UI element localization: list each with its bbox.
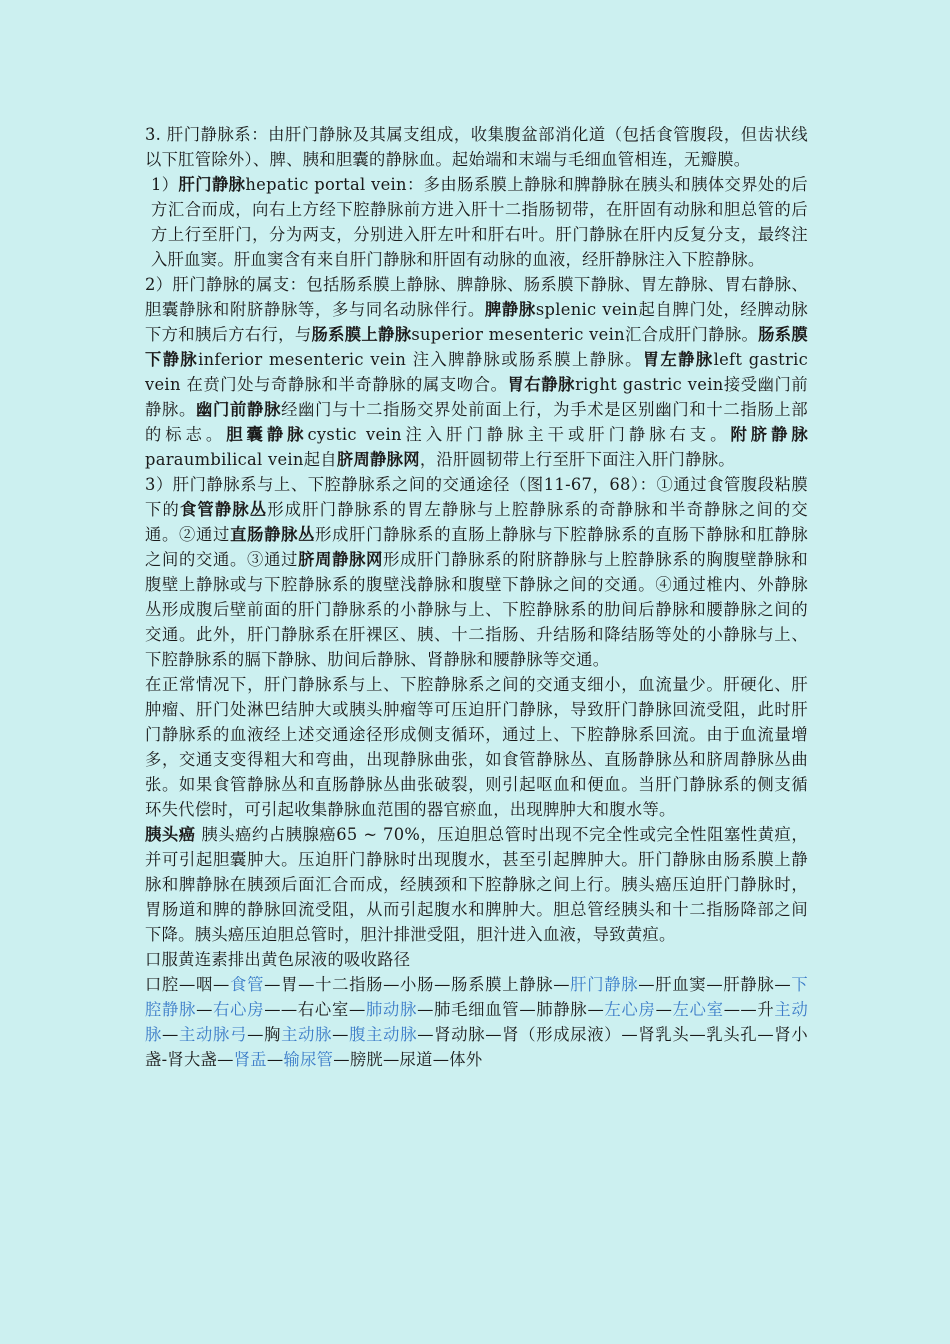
- route-text: —膀胱—尿道—体外: [333, 1050, 483, 1069]
- route-link-renal-pelvis[interactable]: 肾盂: [233, 1050, 267, 1069]
- text-run: 经幽门与十二指肠交界处前面上行，为手术是区别幽门和十二指肠上部的标志。: [145, 400, 808, 444]
- text-run: ，沿肝圆韧带上行至肝下面注入肝门静脉。: [419, 450, 735, 469]
- text-run: 3）肝门静脉系与上、下腔静脉系之间的交通途径（图11-67，68）：①通过食管腹段粘膜下的: [145, 475, 808, 519]
- term-splenic-vein: 脾静脉: [484, 300, 536, 319]
- term-inferior-mesenteric-vein: 肠系膜下静脉: [145, 325, 808, 369]
- text-run: cystic vein注入肝门静脉主干或肝门静脉右支。: [307, 425, 731, 444]
- route-text: ——右心室—: [264, 1000, 366, 1019]
- term-rectal-venous-plexus: 直肠静脉丛: [230, 525, 316, 544]
- text-run: paraumbilical vein起自: [145, 450, 337, 469]
- paragraph-text: 胰头癌约占胰腺癌65 ~ 70%，压迫胆总管时出现不完全性或完全性阻塞性黄疸，并可引起胆囊肿大。压迫肝门静脉时出现腹水，甚至引起脾肿大。肝门静脉由肠系膜上静脉和脾静脉在胰颈后面汇合而成，经胰颈和下腔静脉之间上行。胰头癌压迫肝门静脉时，胃肠道和脾的静脉回流受阻，从而引起腹水和脾肿大。胆总管经胰头和十二指肠降部之间下降。胰头癌压迫胆总管时，胆汁排泄受阻，胆汁进入血液，导致黄疸。: [145, 825, 808, 944]
- paragraph-hepatic-portal-vein: [145, 172, 808, 272]
- text-run: splenic vein起自脾门处，经脾动脉下方和胰后方右行，与: [145, 300, 809, 344]
- route-title: 口服黄连素排出黄色尿液的吸收路径: [145, 950, 411, 969]
- route-link-thoracic-aorta[interactable]: 主动脉: [281, 1025, 333, 1044]
- route-text: —肺毛细血管—肺静脉—: [417, 1000, 605, 1019]
- text-run: right gastric vein接受幽门前静脉。: [145, 375, 809, 419]
- text-run: inferior mesenteric vein 注入脾静脉或肠系膜上静脉。: [198, 350, 643, 369]
- paragraph-tributaries: [145, 272, 808, 472]
- text-run: 形成肝门静脉系的附脐静脉与上腔静脉系的胸腹壁静脉和腹壁上静脉或与下腔静脉系的腹壁浅静脉和腹壁下静脉之间的交通。④通过椎内、外静脉丛形成腹后壁前面的肝门静脉系的小静脉与上、下腔静脉系的肋间后静脉和腰静脉之间的交通。此外，肝门静脉系在肝裸区、胰、十二指肠、升结肠和降结肠等处的小静脉与上、下腔静脉系的膈下静脉、肋间后静脉、肾静脉和腰静脉等交通。: [145, 550, 808, 669]
- term-cystic-vein: 胆囊静脉: [226, 425, 308, 444]
- route-text: —: [332, 1025, 349, 1044]
- text-run: left gastric vein 在贲门处与奇静脉和半奇静脉的属支吻合。: [145, 350, 808, 394]
- route-link-pulmonary-artery[interactable]: 肺动脉: [365, 1000, 418, 1019]
- list-prefix: 1）: [151, 175, 179, 194]
- text-run: 形成肝门静脉系的胃左静脉与上腔静脉系的奇静脉和半奇静脉之间的交通。②通过: [145, 500, 808, 544]
- route-link-abdominal-aorta[interactable]: 腹主动脉: [348, 1025, 418, 1044]
- text-run: superior mesenteric vein汇合成肝门静脉。: [411, 325, 759, 344]
- route-link-inferior-vena-cava[interactable]: 下腔静脉: [145, 975, 808, 1019]
- term-right-gastric-vein: 胃右静脉: [507, 375, 576, 394]
- text-run: 形成肝门静脉系的直肠上静脉与下腔静脉系的直肠下静脉和肛静脉之间的交通。③通过: [145, 525, 808, 569]
- term-periumbilical-venous-network: 脐周静脉网: [336, 450, 420, 469]
- term-paraumbilical-vein: 附脐静脉: [730, 425, 809, 444]
- term-prepyloric-vein: 幽门前静脉: [196, 400, 282, 419]
- route-link-esophagus[interactable]: 食管: [229, 975, 265, 994]
- paragraph-anastomoses: [145, 472, 808, 672]
- route-text: ——升: [723, 1000, 775, 1019]
- paragraph-normal-conditions: 在正常情况下，肝门静脉系与上、下腔静脉系之间的交通支细小，血流量少。肝硬化、肝肿瘤、肝门处淋巴结肿大或胰头肿瘤等可压迫肝门静脉，导致肝门静脉回流受阻，此时肝门静脉系的血液经上述交通途径形成侧支循环，通过上、下腔静脉系回流。由于血流量增多，交通支变得粗大和弯曲，出现静脉曲张，如食管静脉丛、直肠静脉丛和脐周静脉丛曲张。如果食管静脉丛和直肠静脉丛曲张破裂，则引起呕血和便血。当肝门静脉系的侧支循环失代偿时，可引起收集静脉血范围的器官瘀血，出现脾肿大和腹水等。: [145, 675, 808, 819]
- route-text: —肝血窦—肝静脉—: [638, 975, 791, 994]
- term-periumbilical-venous-network: 脐周静脉网: [298, 550, 384, 569]
- route-link-hepatic-portal-vein[interactable]: 肝门静脉: [569, 975, 639, 994]
- section-heading: 3. 肝门静脉系：由肝门静脉及其属支组成，收集腹盆部消化道（包括食管腹段，但齿状线以下肛管除外）、脾、胰和胆囊的静脉血。起始端和末端与毛细血管相连，无瓣膜。: [145, 125, 808, 169]
- route-text: —: [266, 1050, 284, 1069]
- route-link-left-atrium[interactable]: 左心房: [604, 1000, 656, 1019]
- term-left-gastric-vein: 胃左静脉: [642, 350, 714, 369]
- route-text: —胃—十二指肠—小肠—肠系膜上静脉—: [264, 975, 570, 994]
- route-link-right-atrium[interactable]: 右心房: [212, 1000, 265, 1019]
- route-text: —: [655, 1000, 673, 1019]
- route-text: 口腔—咽—: [145, 975, 230, 994]
- route-text: —肾动脉—肾（形成尿液）—肾乳头—乳头孔—肾小盏-肾大盏—: [145, 1025, 808, 1069]
- route-link-ureter[interactable]: 输尿管: [283, 1050, 334, 1069]
- paragraph-pancreatic-head-cancer: [145, 822, 808, 947]
- route-link-aortic-arch[interactable]: 主动脉弓: [178, 1025, 248, 1044]
- route-link-left-ventricle[interactable]: 左心室: [672, 1000, 724, 1019]
- paragraph-text: hepatic portal vein：多由肠系膜上静脉和脾静脉在胰头和胰体交界处的后方汇合而成，向右上方经下腔静脉前方进入肝十二指肠韧带，在肝固有动脉和胆总管的后方上行至肝门，分为两支，分别进入肝左叶和肝右叶。肝门静脉在肝内反复分支，最终注入肝血窦。肝血窦含有来自肝门静脉和肝固有动脉的血液，经肝静脉注入下腔静脉。: [151, 175, 808, 269]
- absorption-route: [145, 972, 808, 1072]
- route-link-aorta[interactable]: 主动脉: [145, 1000, 809, 1044]
- route-text: —胸: [247, 1025, 282, 1044]
- term-hepatic-portal-vein: 肝门静脉: [178, 175, 246, 194]
- term-superior-mesenteric-vein: 肠系膜上静脉: [311, 325, 412, 344]
- document-page: [145, 122, 808, 1072]
- term-esophageal-venous-plexus: 食管静脉丛: [179, 500, 268, 519]
- route-text: —: [162, 1025, 179, 1044]
- route-text: —: [196, 1000, 213, 1019]
- text-run: 2）肝门静脉的属支：包括肠系膜上静脉、脾静脉、肠系膜下静脉、胃左静脉、胃右静脉、胆囊静脉和附脐静脉等，多与同名动脉伴行。: [145, 275, 808, 319]
- term-pancreatic-head-cancer: 胰头癌: [145, 825, 196, 844]
